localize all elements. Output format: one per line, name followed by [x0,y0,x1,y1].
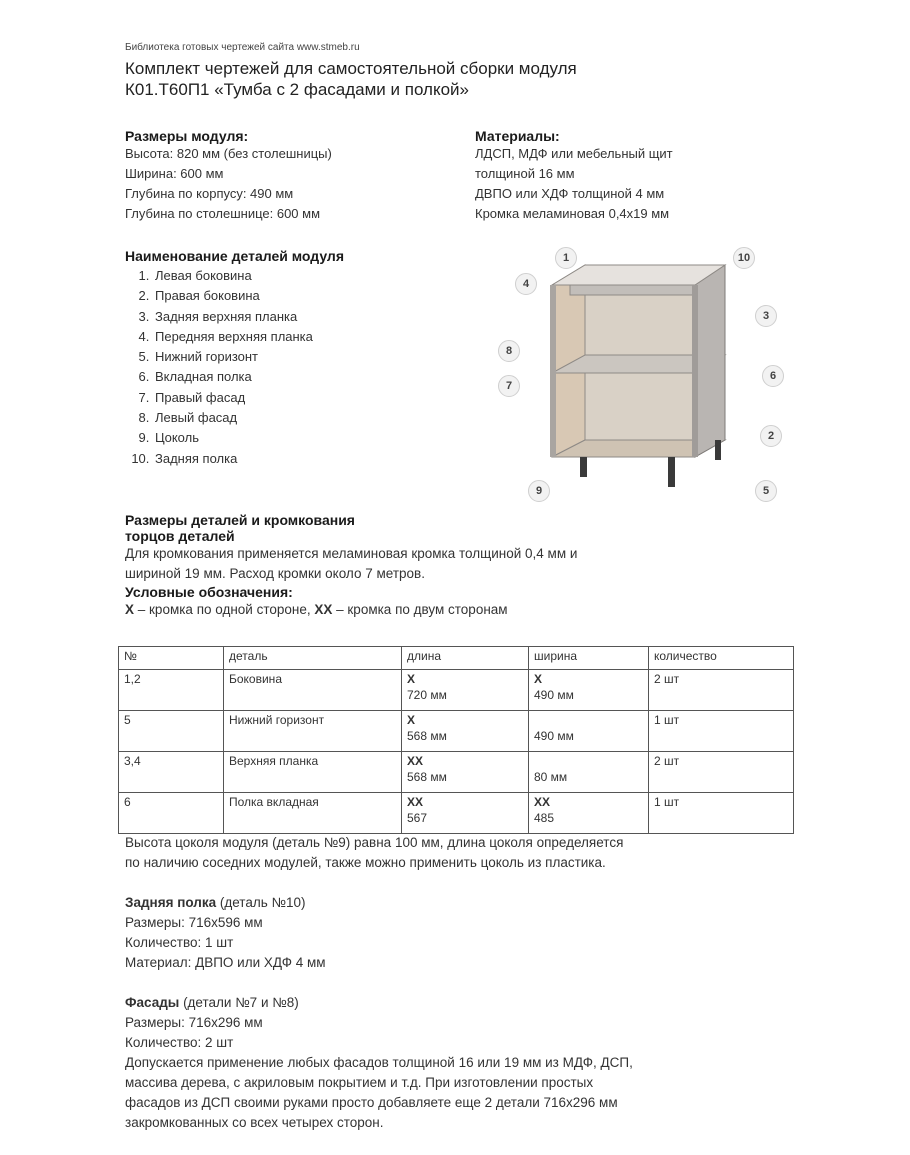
width-value: 490 мм [534,688,574,702]
legend-xx-text: – кромка по двум сторонам [332,602,508,617]
materials [475,128,673,224]
callout-marker: 1 [555,247,577,269]
facades-heading: Фасады [125,995,180,1010]
callout-marker: 6 [762,365,784,387]
cell-length [402,752,529,793]
material-line: Кромка меламиновая 0,4х19 мм [475,206,670,221]
edging-section [125,512,825,620]
part-item: 8. Левый фасад [153,408,465,428]
cell-num: 1,2 [119,670,224,711]
edge-mark: ХХ [534,795,551,809]
length-value: 567 [407,811,428,825]
cell-qty: 1 шт [649,793,794,834]
edging-text-2: шириной 19 мм. Расход кромки около 7 метров. [125,566,425,581]
material-line: толщиной 16 мм [475,166,575,181]
material-line: ДВПО или ХДФ толщиной 4 мм [475,186,665,201]
callout-marker: 8 [498,340,520,362]
cell-width [529,752,649,793]
cell-name: Полка вкладная [224,793,402,834]
legend-x-mark: Х [125,602,135,617]
legend-line [125,600,825,620]
plinth-note-line: Высота цоколя модуля (деталь №9) равна 100 мм, длина цоколя определяется [125,835,624,850]
edging-text: Для кромкования применяется меламиновая кромка толщиной 0,4 мм и [125,546,578,561]
back-panel-heading: Задняя полка [125,895,217,910]
back-panel-ref: (деталь №10) [216,895,306,910]
edge-mark: Х [407,713,416,727]
back-panel-line: Количество: 1 шт [125,935,234,950]
legend-heading: Условные обозначения: [125,584,293,600]
plinth-note [125,833,825,873]
table-row [119,711,794,752]
title-line-1: Комплект чертежей для самостоятельной сборки модуля [125,59,577,78]
callout-marker: 9 [528,480,550,502]
callout-marker: 4 [515,273,537,295]
dimension-top-depth: Глубина по столешнице: 600 мм [125,206,321,221]
width-value: 485 [534,811,555,825]
edge-mark: Х [534,672,543,686]
cell-qty: 1 шт [649,711,794,752]
part-item: 1. Левая боковина [153,266,465,286]
facades-line: Количество: 2 шт [125,1035,234,1050]
back-panel-title [125,893,625,913]
facades-section [125,993,835,1133]
header-cell: длина [402,647,529,670]
table-header-row [119,647,794,670]
table-row [119,670,794,711]
back-panel-section [125,893,625,973]
length-value: 720 мм [407,688,447,702]
length-value: 568 мм [407,729,447,743]
document-title [125,58,577,100]
callout-marker: 7 [498,375,520,397]
header-cell: № [119,647,224,670]
part-item: 7. Правый фасад [153,388,465,408]
parts-heading: Наименование деталей модуля [125,248,344,264]
cell-num: 6 [119,793,224,834]
legend-x-text: – кромка по одной стороне, [134,602,315,617]
title-line-2: К01.Т60П1 «Тумба с 2 фасадами и полкой» [125,80,469,99]
edge-mark: Х [407,672,416,686]
dimension-width: Ширина: 600 мм [125,166,224,181]
plinth-note-line: по наличию соседних модулей, также можно применить цоколь из пластика. [125,855,606,870]
callout-marker: 3 [755,305,777,327]
parts-items [125,266,465,469]
edging-heading-2: торцов деталей [125,528,235,544]
dimension-body-depth: Глубина по корпусу: 490 мм [125,186,294,201]
table-row [119,752,794,793]
back-panel-line: Размеры: 716х596 мм [125,915,263,930]
callout-marker: 5 [755,480,777,502]
header-cell: количество [649,647,794,670]
cell-name: Нижний горизонт [224,711,402,752]
cell-length [402,670,529,711]
part-item: 9. Цоколь [153,428,465,448]
dimension-height: Высота: 820 мм (без столешницы) [125,146,332,161]
site-caption: Библиотека готовых чертежей сайта www.stmeb.ru [125,42,360,53]
parts-table-wrap [118,646,794,834]
parts-list [125,248,465,469]
part-item: 3. Задняя верхняя планка [153,307,465,327]
facades-line: Размеры: 716х296 мм [125,1015,263,1030]
cell-name: Боковина [224,670,402,711]
length-value: 568 мм [407,770,447,784]
facades-title [125,993,835,1013]
cell-width [529,670,649,711]
cell-length [402,711,529,752]
materials-heading: Материалы: [475,128,560,144]
facades-ref: (детали №7 и №8) [179,995,299,1010]
width-value: 80 мм [534,770,568,784]
callout-marker: 2 [760,425,782,447]
edge-mark: ХХ [407,754,424,768]
cabinet-illustration [490,235,790,515]
cell-qty: 2 шт [649,670,794,711]
cell-num: 5 [119,711,224,752]
cell-qty: 2 шт [649,752,794,793]
width-value: 490 мм [534,729,574,743]
facades-para-line: Допускается применение любых фасадов толщиной 16 или 19 мм из МДФ, ДСП, [125,1055,633,1070]
cell-name: Верхняя планка [224,752,402,793]
callout-marker: 10 [733,247,755,269]
edge-mark [534,713,643,729]
cell-num: 3,4 [119,752,224,793]
table-row [119,793,794,834]
header-cell: деталь [224,647,402,670]
part-item: 4. Передняя верхняя планка [153,327,465,347]
edge-mark [534,754,643,770]
legend-xx-mark: ХХ [314,602,333,617]
edge-mark: ХХ [407,795,424,809]
part-item: 5. Нижний горизонт [153,347,465,367]
parts-table [118,646,794,834]
facades-para-line: фасадов из ДСП своими руками просто добавляете еще 2 детали 716х296 мм [125,1095,618,1110]
back-panel-line: Материал: ДВПО или ХДФ 4 мм [125,955,326,970]
part-item: 6. Вкладная полка [153,367,465,387]
part-item: 10. Задняя полка [153,449,465,469]
facades-para-line: закромкованных со всех четырех сторон. [125,1115,384,1130]
dimensions-heading: Размеры модуля: [125,128,249,144]
module-dimensions [125,128,332,224]
header-cell: ширина [529,647,649,670]
edging-heading: Размеры деталей и кромкования [125,512,355,528]
cell-length [402,793,529,834]
facades-para-line: массива дерева, с акриловым покрытием и т.д. При изготовлении простых [125,1075,594,1090]
material-line: ЛДСП, МДФ или мебельный щит [475,146,673,161]
cell-width [529,793,649,834]
cell-width [529,711,649,752]
part-item: 2. Правая боковина [153,286,465,306]
